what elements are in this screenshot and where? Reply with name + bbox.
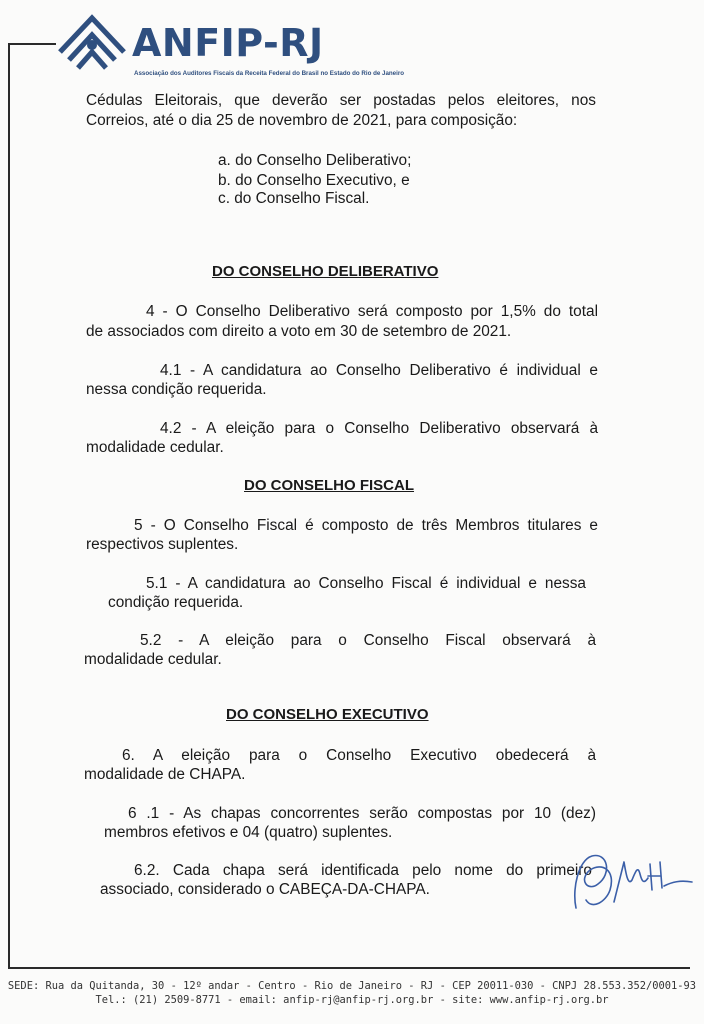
clause-4-line-2: de associados com direito a voto em 30 de setembro de 2021.: [86, 323, 512, 340]
section-heading-fiscal: DO CONSELHO FISCAL: [244, 477, 415, 494]
list-item: b. do Conselho Executivo, e: [218, 172, 410, 189]
footer-contacts: Tel.: (21) 2509-8771 - email: anfip-rj@anfip-rj.org.br - site: www.anfip-rj.org.br: [95, 994, 609, 1006]
intro-line-1: Cédulas Eleitorais, que deverão ser postadas pelos eleitores, nos: [86, 92, 596, 109]
footer-rule: [8, 967, 690, 969]
logo-name: ANFIP-RJ: [132, 21, 324, 65]
anfip-emblem-icon: [56, 12, 128, 78]
clause-4-2-line-2: modalidade cedular.: [86, 439, 224, 456]
clause-6-line-1: 6. A eleição para o Conselho Executivo obedecerá à: [122, 747, 596, 764]
clause-5-2-line-2: modalidade cedular.: [84, 651, 222, 668]
clause-6-2-line-1: 6.2. Cada chapa será identificada pelo nome do primeiro: [134, 862, 592, 879]
clause-4-line-1: 4 - O Conselho Deliberativo será composto por 1,5% do total: [146, 303, 598, 320]
logo-subtitle: Associação dos Auditores Fiscais da Receita Federal do Brasil no Estado do Rio de Janeiro: [134, 70, 405, 77]
clause-6-1-line-2: membros efetivos e 04 (quatro) suplentes.: [104, 824, 393, 841]
clause-6-2-line-2: associado, considerado o CABEÇA-DA-CHAPA.: [100, 881, 430, 898]
clause-5-line-1: 5 - O Conselho Fiscal é composto de três Membros titulares e: [134, 517, 598, 534]
list-item: c. do Conselho Fiscal.: [218, 190, 370, 207]
footer-address: SEDE: Rua da Quitanda, 30 - 12º andar - Centro - Rio de Janeiro - RJ - CEP 20011-030 - CNPJ 28.553.352/0001-93: [7, 980, 697, 992]
handwritten-signature: [568, 840, 696, 920]
header-rule: [8, 43, 56, 45]
clause-5-line-2: respectivos suplentes.: [86, 536, 239, 553]
list-item: a. do Conselho Deliberativo;: [218, 152, 412, 169]
clause-6-line-2: modalidade de CHAPA.: [84, 766, 246, 783]
clause-5-2-line-1: 5.2 - A eleição para o Conselho Fiscal observará à: [140, 632, 596, 649]
left-margin-rule: [8, 43, 10, 968]
intro-line-2: Correios, até o dia 25 de novembro de 2021, para composição:: [86, 112, 518, 129]
clause-4-1-line-2: nessa condição requerida.: [86, 381, 267, 398]
clause-5-1-line-2: condição requerida.: [108, 594, 244, 611]
clause-5-1-line-1: 5.1 - A candidatura ao Conselho Fiscal é individual e nessa: [146, 575, 586, 592]
clause-6-1-line-1: 6 .1 - As chapas concorrentes serão compostas por 10 (dez): [128, 805, 596, 822]
clause-4-1-line-1: 4.1 - A candidatura ao Conselho Deliberativo é individual e: [160, 362, 598, 379]
section-heading-executivo: DO CONSELHO EXECUTIVO: [226, 706, 429, 723]
section-heading-deliberativo: DO CONSELHO DELIBERATIVO: [212, 263, 439, 280]
clause-4-2-line-1: 4.2 - A eleição para o Conselho Deliberativo observará à: [160, 420, 598, 437]
